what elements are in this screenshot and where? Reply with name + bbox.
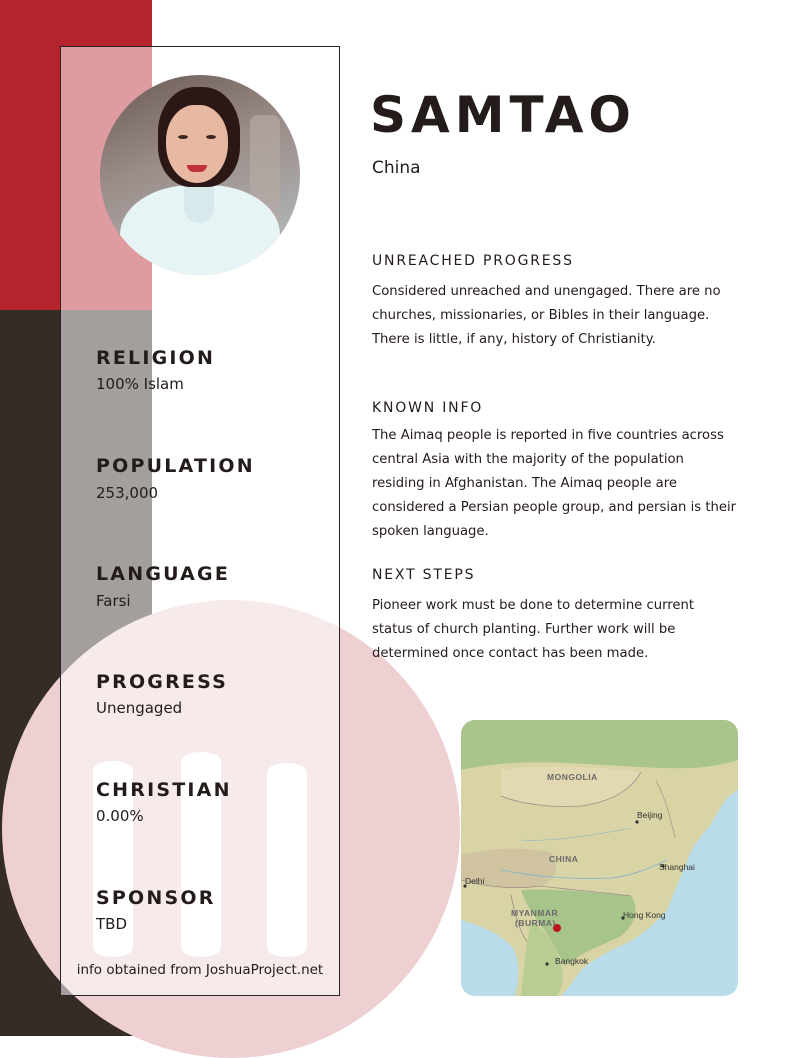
religion-label: RELIGION (96, 347, 216, 369)
population-value: 253,000 (96, 484, 159, 502)
sponsor-value: TBD (96, 915, 128, 933)
section-heading-unreached: UNREACHED PROGRESS (372, 253, 574, 269)
map-label-china: CHINA (549, 854, 579, 864)
decor-pillar (267, 763, 307, 957)
progress-value: Unengaged (96, 699, 183, 717)
section-body-unreached: Considered unreached and unengaged. There are no churches, missionaries, or Bibles in their language. There is little, if any, history of Christianity. (372, 284, 721, 347)
page-title: SAMTAO (370, 86, 636, 144)
source-note: info obtained from JoshuaProject.net (76, 962, 324, 978)
map-label-mongolia: MONGOLIA (547, 772, 598, 782)
religion-value: 100% Islam (96, 375, 184, 393)
country-name: China (372, 158, 421, 178)
section-heading-known-info: KNOWN INFO (372, 400, 484, 416)
christian-label: CHRISTIAN (96, 779, 232, 801)
section-heading-next-steps: NEXT STEPS (372, 567, 476, 583)
language-label: LANGUAGE (96, 563, 231, 585)
map-label-beijing: Beijing (637, 810, 663, 820)
section-body-known-info: The Aimaq people is reported in five countries across central Asia with the majority of the population residing in Afghanistan. The Aimaq people are considered a Persian people group, and persian is their spoken language. (372, 428, 737, 539)
language-value: Farsi (96, 592, 131, 610)
christian-value: 0.00% (96, 807, 144, 825)
map-label-bangkok: Bangkok (555, 956, 589, 966)
profile-photo (100, 75, 300, 275)
map-label-hong-kong: Hong Kong (623, 910, 666, 920)
map-terrain (461, 720, 738, 996)
location-map (461, 720, 738, 996)
section-body-next-steps: Pioneer work must be done to determine current status of church planting. Further work will be determined once contact has been made. (372, 598, 695, 661)
map-label-myanmar: MYANMAR (511, 908, 559, 918)
map-label-shanghai: Shanghai (659, 862, 695, 872)
population-label: POPULATION (96, 455, 255, 477)
progress-label: PROGRESS (96, 671, 229, 693)
sponsor-label: SPONSOR (96, 887, 216, 909)
map-label-burma: (BURMA) (515, 918, 556, 928)
map-label-delhi: Delhi (465, 876, 485, 886)
